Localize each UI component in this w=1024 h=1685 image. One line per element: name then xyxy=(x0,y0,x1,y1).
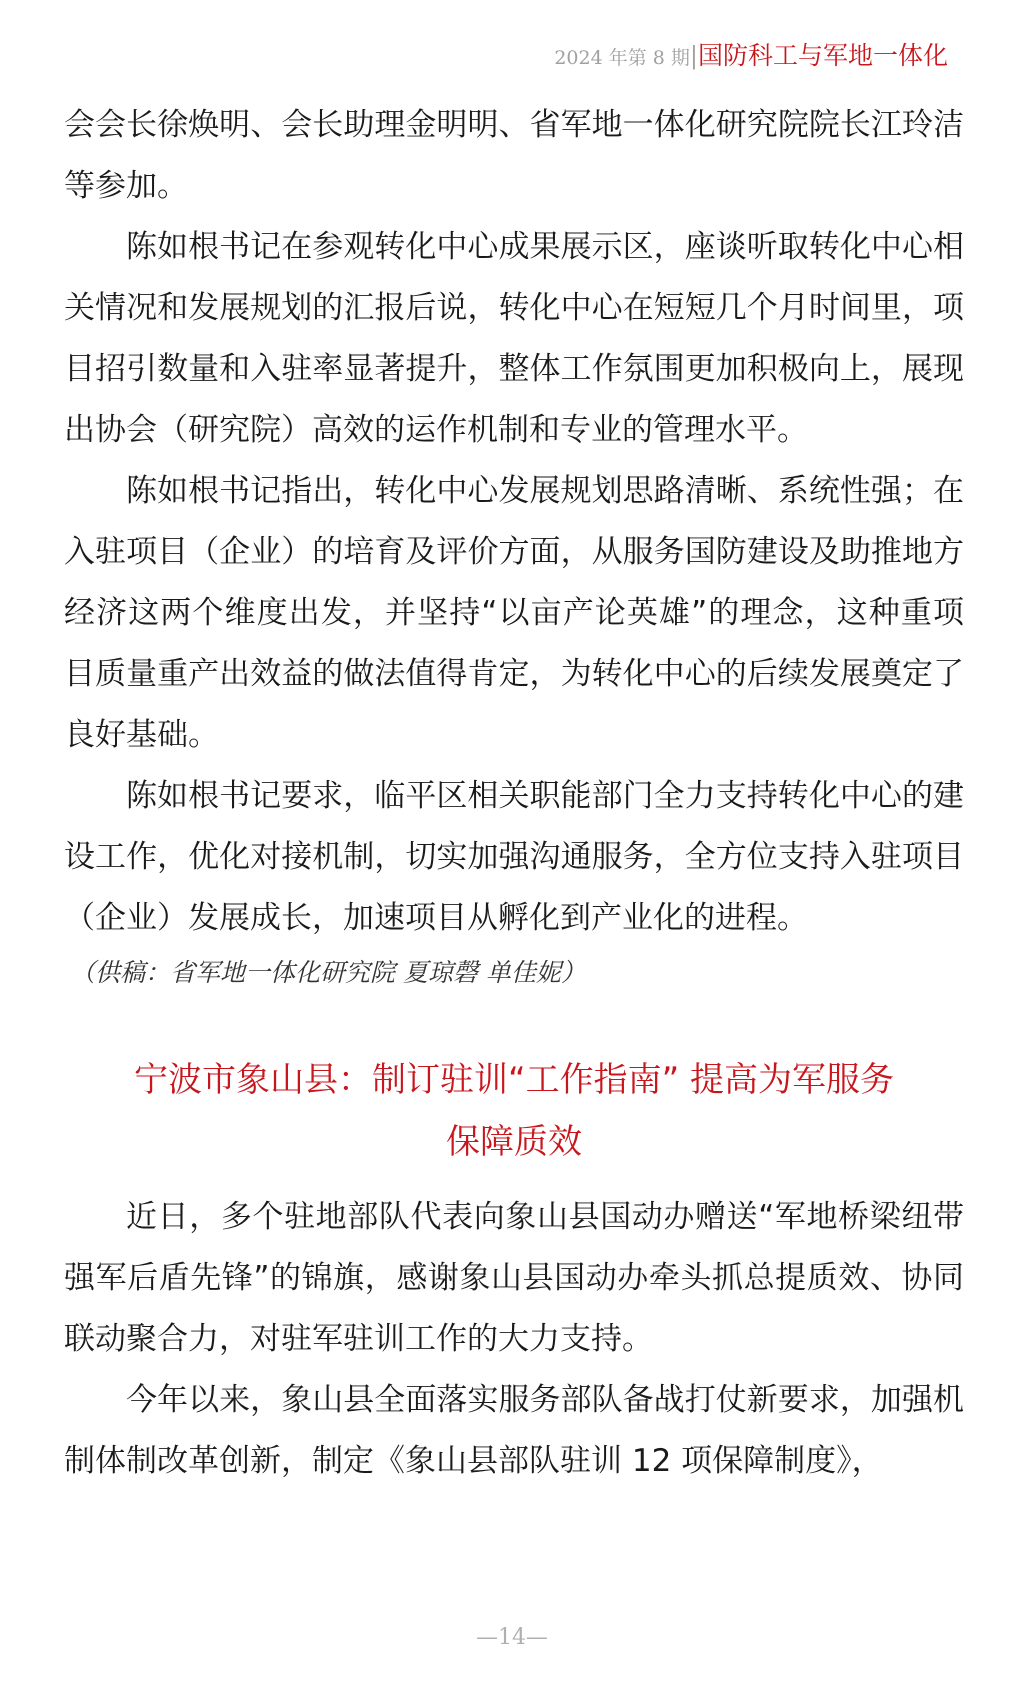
page-number: —14— xyxy=(476,1625,548,1650)
paragraph-continuation: 会会长徐焕明、会长助理金明明、省军地一体化研究院院长江玲洁等参加。 xyxy=(64,107,964,204)
paragraph: 今年以来，象山县全面落实服务部队备战打仗新要求，加强机制体制改革创新，制定《象山县部队驻训 12 项保障制度》， xyxy=(64,1382,964,1479)
section-title xyxy=(64,1049,964,1173)
paragraph: 陈如根书记要求，临平区相关职能部门全力支持转化中心的建设工作，优化对接机制，切实加强沟通服务，全方位支持入驻项目（企业）发展成长，加速项目从孵化到产业化的进程。 xyxy=(64,778,964,936)
page-header xyxy=(554,36,948,79)
paragraph: 陈如根书记指出，转化中心发展规划思路清晰、系统性强；在入驻项目（企业）的培育及评价方面，从服务国防建设及助推地方经济这两个维度出发，并坚持“以亩产论英雄”的理念，这种重项目质量重产出效益的做法值得肯定，为转化中心的后续发展奠定了良好基础。 xyxy=(64,473,964,753)
header-separator: | xyxy=(689,42,698,70)
article-body xyxy=(64,95,964,1492)
paragraph: 陈如根书记在参观转化中心成果展示区，座谈听取转化中心相关情况和发展规划的汇报后说，转化中心在短短几个月时间里，项目招引数量和入驻率显著提升，整体工作氛围更加积极向上，展现出协会（研究院）高效的运作机制和专业的管理水平。 xyxy=(64,229,964,448)
journal-title: 国防科工与军地一体化 xyxy=(697,41,948,70)
issue-label: 2024 年第 8 期 xyxy=(554,47,690,69)
paragraph: 近日，多个驻地部队代表向象山县国动办赠送“军地桥梁纽带 强军后盾先锋”的锦旗，感谢象山县国动办牵头抓总提质效、协同联动聚合力，对驻军驻训工作的大力支持。 xyxy=(64,1199,964,1357)
article-credit: （供稿：省军地一体化研究院 夏琼磬 单佳妮） xyxy=(70,958,586,987)
section-title-line-1: 宁波市象山县：制订驻训“工作指南” 提高为军服务 xyxy=(133,1060,895,1100)
section-title-line-2: 保障质效 xyxy=(446,1122,582,1162)
